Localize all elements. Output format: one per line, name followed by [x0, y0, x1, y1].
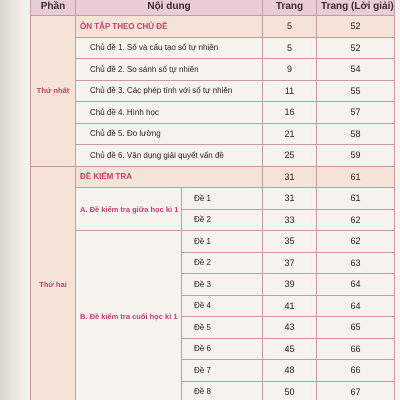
exam-label: Đề 8: [182, 381, 263, 400]
answer-page-number: 62: [317, 209, 395, 231]
exam-label: Đề 6: [182, 338, 263, 360]
answer-page-number: 58: [317, 123, 395, 145]
page-number: 37: [263, 252, 317, 274]
answer-page-number: 54: [317, 59, 395, 81]
section-label: ĐỀ KIỂM TRA: [76, 166, 263, 188]
page-number: 41: [263, 295, 317, 317]
table-row: [31, 123, 395, 145]
table-row: [31, 102, 395, 124]
part-label: Thứ hai: [31, 166, 76, 400]
page-number: 16: [263, 102, 317, 124]
answer-page-number: 62: [317, 231, 395, 253]
exam-label: Đề 4: [182, 295, 263, 317]
answer-page-number: 52: [317, 37, 395, 59]
exam-label: Đề 5: [182, 317, 263, 339]
exam-label: Đề 7: [182, 360, 263, 382]
topic-label: Chủ đề 4. Hình học: [76, 102, 263, 124]
table-row: [31, 37, 395, 59]
topic-label: Chủ đề 5. Đo lường: [76, 123, 263, 145]
exam-label: Đề 2: [182, 209, 263, 231]
exam-label: Đề 2: [182, 252, 263, 274]
topic-label: Chủ đề 3. Các phép tính với số tự nhiên: [76, 80, 263, 102]
answer-page-number: 64: [317, 274, 395, 296]
toc-header-row: [31, 0, 395, 16]
table-row: [31, 145, 395, 167]
table-row: [31, 188, 395, 210]
answer-page-number: 66: [317, 360, 395, 382]
header-part: Phần: [31, 0, 76, 16]
section-row: [31, 16, 395, 38]
page-number: 43: [263, 317, 317, 339]
page-number: 35: [263, 231, 317, 253]
exam-label: Đề 1: [182, 188, 263, 210]
group-label: B. Đề kiểm tra cuối học kì 1: [76, 231, 182, 400]
topic-label: Chủ đề 2. So sánh số tự nhiên: [76, 59, 263, 81]
page-number: 31: [263, 188, 317, 210]
section-row: [31, 166, 395, 188]
page-binding-shadow: [0, 0, 28, 400]
page-number: 33: [263, 209, 317, 231]
answer-page-number: 59: [317, 145, 395, 167]
table-of-contents: [30, 0, 395, 400]
header-page: Trang: [263, 0, 317, 16]
answer-page-number: 66: [317, 338, 395, 360]
group-label: A. Đề kiểm tra giữa học kì 1: [76, 188, 182, 231]
answer-page-number: 61: [317, 166, 395, 188]
section-label: ÔN TẬP THEO CHỦ ĐỀ: [76, 16, 263, 38]
exam-label: Đề 1: [182, 231, 263, 253]
answer-page-number: 67: [317, 381, 395, 400]
topic-label: Chủ đề 6. Vận dụng giải quyết vấn đề: [76, 145, 263, 167]
page-number: 45: [263, 338, 317, 360]
page-number: 9: [263, 59, 317, 81]
table-row: [31, 59, 395, 81]
page-number: 25: [263, 145, 317, 167]
answer-page-number: 55: [317, 80, 395, 102]
table-row: [31, 80, 395, 102]
answer-page-number: 52: [317, 16, 395, 38]
page-number: 48: [263, 360, 317, 382]
topic-label: Chủ đề 1. Số và cấu tạo số tự nhiên: [76, 37, 263, 59]
answer-page-number: 57: [317, 102, 395, 124]
answer-page-number: 61: [317, 188, 395, 210]
answer-page-number: 63: [317, 252, 395, 274]
page-number: 31: [263, 166, 317, 188]
page-number: 21: [263, 123, 317, 145]
page-number: 5: [263, 16, 317, 38]
header-page-answers: Trang (Lời giải): [317, 0, 395, 16]
answer-page-number: 64: [317, 295, 395, 317]
table-row: [31, 231, 395, 253]
page-number: 5: [263, 37, 317, 59]
part-label: Thứ nhất: [31, 16, 76, 167]
answer-page-number: 65: [317, 317, 395, 339]
header-content: Nội dung: [76, 0, 263, 16]
page-number: 11: [263, 80, 317, 102]
page-number: 50: [263, 381, 317, 400]
exam-label: Đề 3: [182, 274, 263, 296]
page-number: 39: [263, 274, 317, 296]
